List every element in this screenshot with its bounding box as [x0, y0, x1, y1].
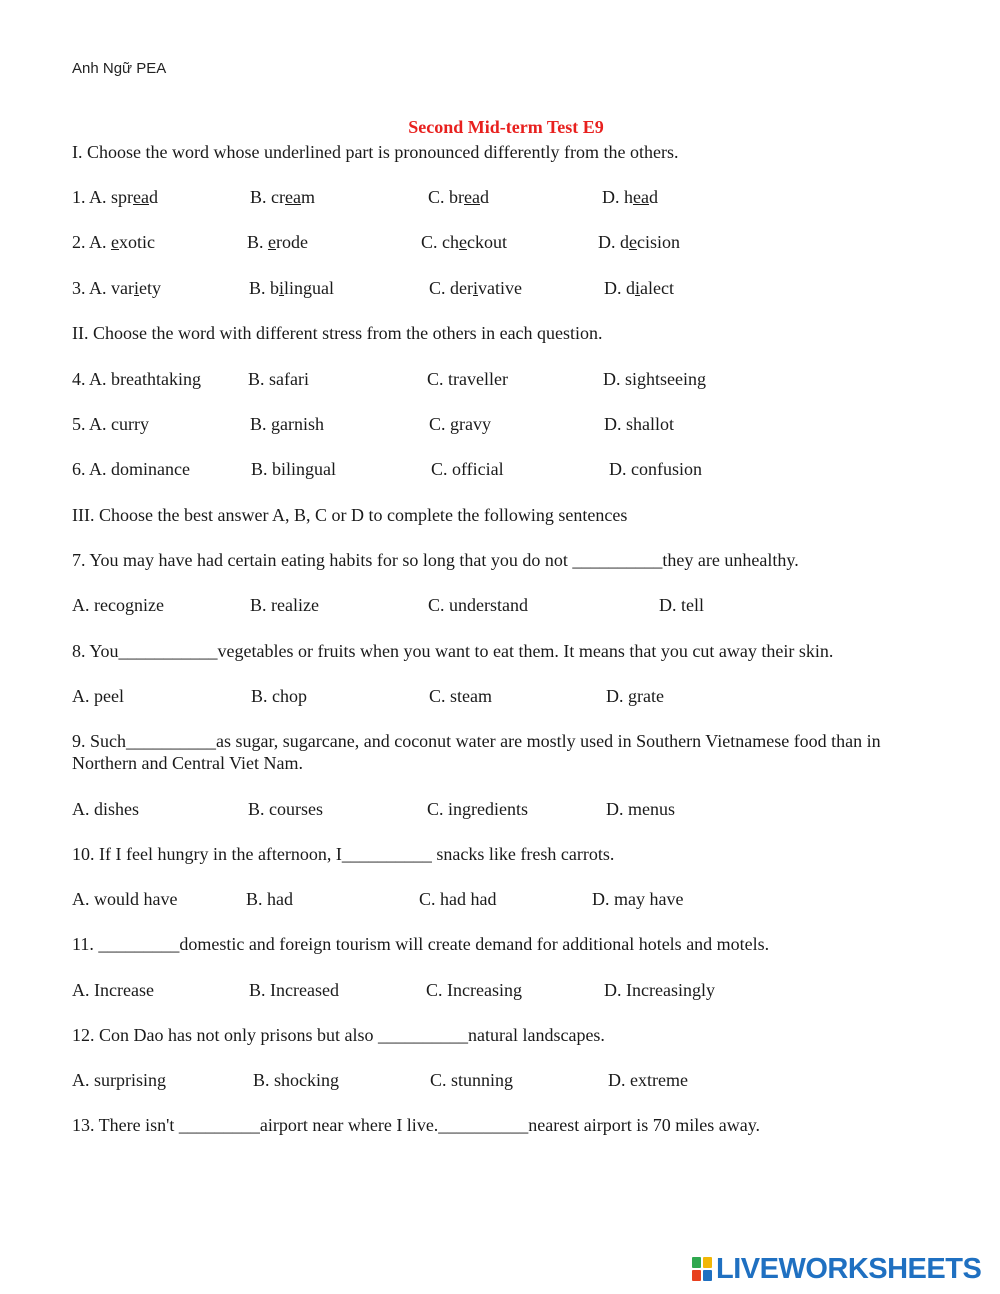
q3-option-b[interactable]: B. bilingual: [249, 278, 335, 298]
q3-option-a[interactable]: 3. A. variety: [72, 278, 162, 298]
q8-option-a[interactable]: A. peel: [72, 686, 124, 706]
section-3-heading: III. Choose the best answer A, B, C or D to complete the following sentences: [72, 505, 628, 525]
q1-option-a[interactable]: 1. A. spread: [72, 187, 158, 207]
section-1-heading: I. Choose the word whose underlined part is pronounced differently from the others.: [72, 142, 679, 162]
q9-option-c[interactable]: C. ingredients: [427, 799, 528, 819]
q11-question: 11. _________domestic and foreign tourism will create demand for additional hotels and motels.: [72, 934, 770, 954]
q7-option-a[interactable]: A. recognize: [72, 595, 164, 615]
q9-option-d[interactable]: D. menus: [606, 799, 675, 819]
liveworksheets-logo: [692, 1253, 981, 1285]
q8-question: 8. You___________vegetables or fruits when you want to eat them. It means that you cut away their skin.: [72, 641, 834, 661]
q1-option-b[interactable]: B. cream: [250, 187, 315, 207]
q10-question: 10. If I feel hungry in the afternoon, I__________ snacks like fresh carrots.: [72, 844, 615, 864]
q6-option-b[interactable]: B. bilingual: [251, 459, 336, 479]
q4-option-a[interactable]: 4. A. breathtaking: [72, 369, 201, 389]
q1-option-c[interactable]: C. bread: [428, 187, 489, 207]
q1-option-d[interactable]: D. head: [602, 187, 658, 207]
q11-option-c[interactable]: C. Increasing: [426, 980, 522, 1000]
q8-option-b[interactable]: B. chop: [251, 686, 307, 706]
q7-question: 7. You may have had certain eating habits for so long that you do not __________they are unhealthy.: [72, 550, 799, 570]
q5-option-b[interactable]: B. garnish: [250, 414, 324, 434]
q5-option-c[interactable]: C. gravy: [429, 414, 491, 434]
q4-option-c[interactable]: C. traveller: [427, 369, 508, 389]
logo-text: LIVEWORKSHEETS: [716, 1252, 982, 1285]
logo-mark-icon: [692, 1257, 712, 1281]
q4-option-d[interactable]: D. sightseeing: [603, 369, 706, 389]
q10-option-a[interactable]: A. would have: [72, 889, 178, 909]
q2-option-c[interactable]: C. checkout: [421, 232, 507, 252]
q5-option-d[interactable]: D. shallot: [604, 414, 674, 434]
q10-option-c[interactable]: C. had had: [419, 889, 497, 909]
q6-option-a[interactable]: 6. A. dominance: [72, 459, 190, 479]
q8-option-d[interactable]: D. grate: [606, 686, 664, 706]
q3-option-d[interactable]: D. dialect: [604, 278, 674, 298]
q10-option-b[interactable]: B. had: [246, 889, 293, 909]
q6-option-c[interactable]: C. official: [431, 459, 504, 479]
q13-question: 13. There isn't _________airport near where I live.__________nearest airport is 70 miles away.: [72, 1115, 761, 1135]
q10-option-d[interactable]: D. may have: [592, 889, 684, 909]
q8-option-c[interactable]: C. steam: [429, 686, 492, 706]
page-header: Anh Ngữ PEA: [72, 60, 167, 77]
q7-option-b[interactable]: B. realize: [250, 595, 319, 615]
q11-option-d[interactable]: D. Increasingly: [604, 980, 715, 1000]
q11-option-a[interactable]: A. Increase: [72, 980, 154, 1000]
q12-option-a[interactable]: A. surprising: [72, 1070, 166, 1090]
q7-option-d[interactable]: D. tell: [659, 595, 704, 615]
q3-option-c[interactable]: C. derivative: [429, 278, 522, 298]
section-2-heading: II. Choose the word with different stress from the others in each question.: [72, 323, 603, 343]
q2-option-b[interactable]: B. erode: [247, 232, 308, 252]
q11-option-b[interactable]: B. Increased: [249, 980, 339, 1000]
q12-option-d[interactable]: D. extreme: [608, 1070, 688, 1090]
q7-option-c[interactable]: C. understand: [428, 595, 528, 615]
q9-option-b[interactable]: B. courses: [248, 799, 323, 819]
q4-option-b[interactable]: B. safari: [248, 369, 309, 389]
test-title: Second Mid-term Test E9: [408, 117, 604, 137]
q12-question: 12. Con Dao has not only prisons but also __________natural landscapes.: [72, 1025, 605, 1045]
q12-option-b[interactable]: B. shocking: [253, 1070, 340, 1090]
q9-option-a[interactable]: A. dishes: [72, 799, 139, 819]
q2-option-a[interactable]: 2. A. exotic: [72, 232, 156, 252]
q5-option-a[interactable]: 5. A. curry: [72, 414, 149, 434]
q12-option-c[interactable]: C. stunning: [430, 1070, 514, 1090]
q2-option-d[interactable]: D. decision: [598, 232, 680, 252]
q9-question: 9. Such__________as sugar, sugarcane, and coconut water are mostly used in Southern Vietnamese food than in Northern and Central Viet Nam.: [72, 731, 881, 773]
q6-option-d[interactable]: D. confusion: [609, 459, 702, 479]
